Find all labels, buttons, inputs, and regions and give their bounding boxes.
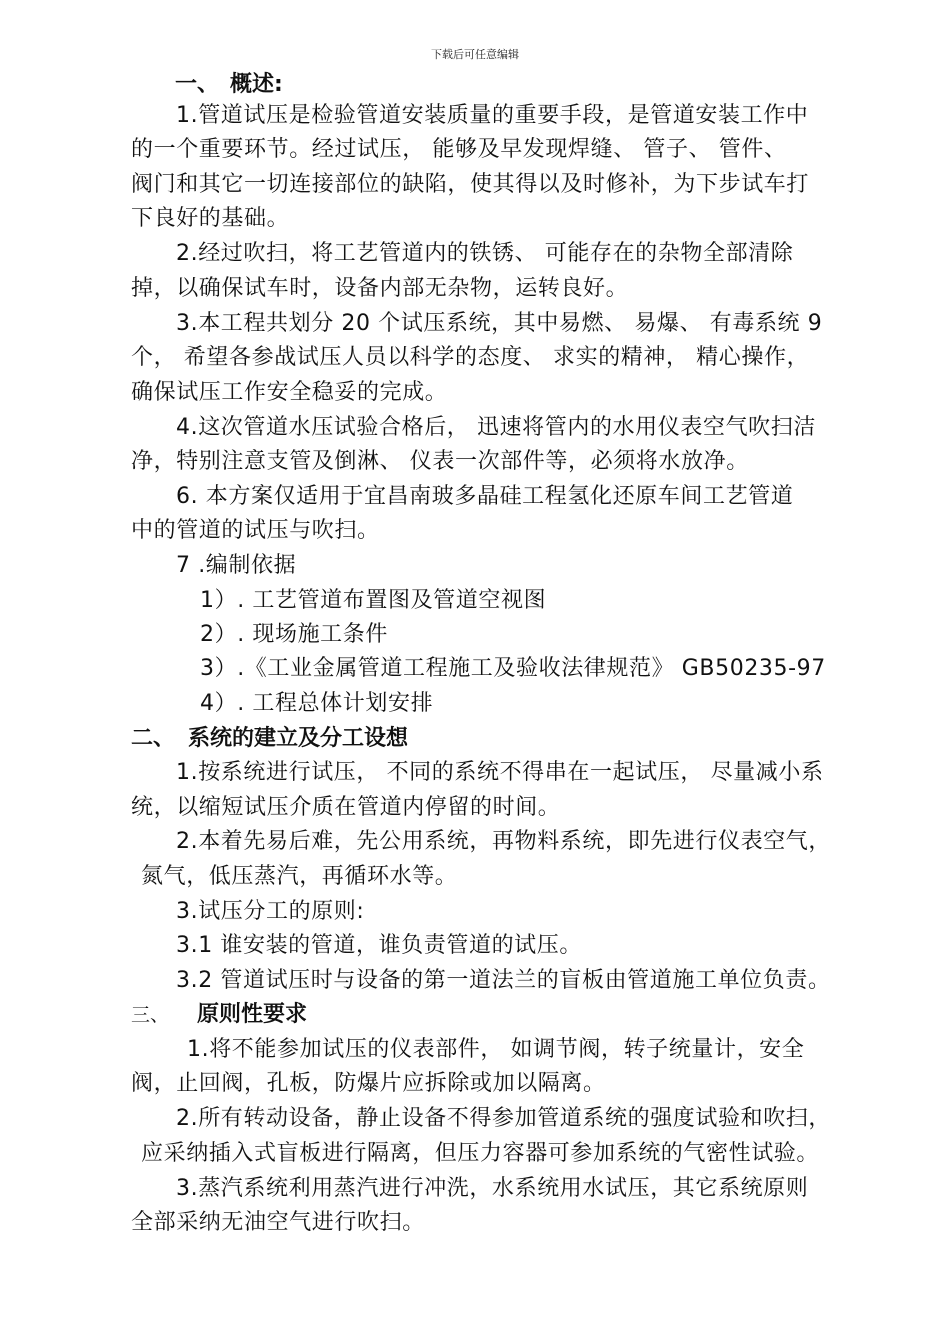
paragraph-line: 阀，止回阀，孔板，防爆片应拆除或加以隔离。 — [131, 1071, 606, 1096]
paragraph-line: 2.本着先易后难，先公用系统，再物料系统，即先进行仪表空气， — [176, 829, 831, 854]
paragraph-line: 1.将不能参加试压的仪表部件， 如调节阀，转子统量计，安全 — [187, 1037, 805, 1062]
paragraph-line: 掉，以确保试车时，设备内部无杂物，运转良好。 — [131, 276, 629, 301]
paragraph-line: 中的管道的试压与吹扫。 — [131, 518, 380, 543]
paragraph-line: 阀门和其它一切连接部位的缺陷，使其得以及时修补，为下步试车打 — [131, 172, 810, 197]
section-number: 二、 — [131, 726, 176, 751]
section-title: 系统的建立及分工设想 — [188, 726, 409, 751]
section-title: 原则性要求 — [197, 1002, 308, 1027]
section-number: 一、 — [175, 72, 220, 97]
section-number: 三、 — [131, 1004, 170, 1026]
paragraph-line: 确保试压工作安全稳妥的完成。 — [131, 380, 448, 405]
paragraph-line: 个， 希望各参战试压人员以科学的态度、 求实的精神， 精心操作， — [131, 345, 810, 370]
paragraph-line: 3.试压分工的原则: — [176, 899, 365, 924]
paragraph-line: 下良好的基础。 — [131, 206, 290, 231]
list-item: 2）. 现场施工条件 — [200, 622, 388, 647]
paragraph-line: 净，特别注意支管及倒淋、 仪表一次部件等，必须将水放净。 — [131, 449, 749, 474]
paragraph-line: 3.1 谁安装的管道，谁负责管道的试压。 — [176, 933, 582, 958]
paragraph-line: 3.蒸汽系统利用蒸汽进行冲洗，水系统用水试压，其它系统原则 — [176, 1176, 809, 1201]
list-item: 4）. 工程总体计划安排 — [200, 691, 434, 716]
paragraph-line: 1.按系统进行试压， 不同的系统不得串在一起试压， 尽量减小系 — [176, 760, 824, 785]
paragraph-line: 1.管道试压是检验管道安装质量的重要手段，是管道安装工作中 — [176, 103, 809, 128]
list-item: 3）.《工业金属管道工程施工及验收法律规范》 GB50235-97 — [200, 656, 826, 681]
list-item: 1）. 工艺管道布置图及管道空视图 — [200, 588, 547, 613]
paragraph-line: 3.本工程共划分 20 个试压系统，其中易燃、 易爆、 有毒系统 9 — [176, 311, 823, 336]
paragraph-line: 全部采纳无油空气进行吹扫。 — [131, 1210, 425, 1235]
section-title: 概述: — [230, 72, 283, 97]
page-header: 下载后可任意编辑 — [431, 48, 519, 61]
paragraph-line: 的一个重要环节。经过试压， 能够及早发现焊缝、 管子、 管件、 — [131, 137, 787, 162]
paragraph-line: 应采纳插入式盲板进行隔离，但压力容器可参加系统的气密性试验。 — [141, 1141, 820, 1166]
paragraph-line: 氮气，低压蒸汽，再循环水等。 — [141, 864, 458, 889]
paragraph-line: 2.经过吹扫，将工艺管道内的铁锈、 可能存在的杂物全部清除 — [176, 241, 794, 266]
paragraph-line: 6. 本方案仅适用于宜昌南玻多晶硅工程氢化还原车间工艺管道 — [176, 484, 794, 509]
paragraph-line: 4.这次管道水压试验合格后， 迅速将管内的水用仪表空气吹扫洁 — [176, 415, 816, 440]
paragraph-line: 统，以缩短试压介质在管道内停留的时间。 — [131, 795, 561, 820]
paragraph-line: 2.所有转动设备，静止设备不得参加管道系统的强度试验和吹扫， — [176, 1106, 831, 1131]
paragraph-line: 7 .编制依据 — [176, 553, 297, 578]
paragraph-line: 3.2 管道试压时与设备的第一道法兰的盲板由管道施工单位负责。 — [176, 968, 831, 993]
